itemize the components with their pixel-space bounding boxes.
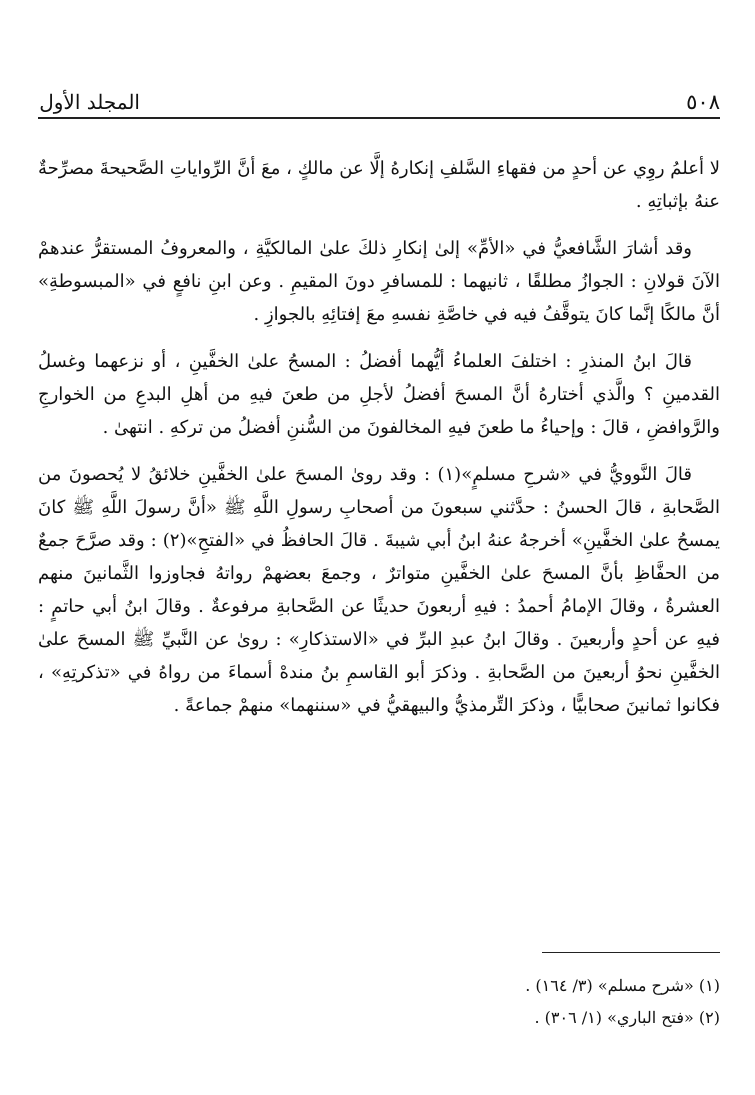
page-number: ٥٠٨: [686, 90, 720, 114]
footnote-1: (١) «شرح مسلم» (٣/ ١٦٤) .: [525, 976, 720, 995]
main-text: [38, 152, 720, 736]
paragraph-2: وقد أشارَ الشَّافعيُّ في «الأمِّ» إلىٰ إنكارِ ذلكَ علىٰ المالكيَّةِ ، والمعروفُ المستقرُّ عندهمْ الآنَ قولانِ : الجوازُ مطلقًا ، ثانيهما : للمسافرِ دونَ المقيمِ . وعن ابنِ نافعٍ في «المبسوطةِ» أنَّ مالكًا إنَّما كانَ يتوقَّفُ فيه في خاصَّةِ نفسهِ معَ إفتائِهِ بالجوازِ .: [38, 238, 720, 325]
page-header: [38, 30, 720, 114]
paragraph-4: قالَ النَّوويُّ في «شرحِ مسلمٍ»(١) : وقد روىٰ المسحَ علىٰ الخفَّينِ خلائقُ لا يُحصونَ من الصَّحابةِ ، قالَ الحسنُ : حدَّثني سبعونَ من أصحابِ رسولِ اللَّهِ ﷺ «أنَّ رسولَ اللَّهِ ﷺ كانَ يمسحُ علىٰ الخفَّينِ» أخرجهُ عنهُ ابنُ أبي شيبةَ . قالَ الحافظُ في «الفتحِ»(٢) : وقد صرَّحَ جمعٌ من الحفَّاظِ بأنَّ المسحَ علىٰ الخفَّينِ متواترٌ ، وجمعَ بعضهمْ رواتهُ فجاوزوا الثَّمانينَ منهم العشرةُ ، وقالَ الإمامُ أحمدُ : فيهِ أربعونَ حديثًا عن الصَّحابةِ مرفوعةٌ . وقالَ ابنُ أبي حاتمٍ : فيهِ عن أحدٍ وأربعينَ . وقالَ ابنُ عبدِ البرِّ في «الاستذكارِ» : روىٰ عن النَّبيِّ ﷺ المسحَ علىٰ الخفَّينِ نحوُ أربعينَ من الصَّحابةِ . وذكرَ أبو القاسمِ بنُ مندهْ أسماءَ من رواهُ في «تذكرتِهِ» ، فكانوا ثمانينَ صحابيًّا ، وذكرَ التِّرمذيُّ والبيهقيُّ في «سننهما» منهمْ جماعةً .: [38, 464, 720, 716]
book-page: [38, 30, 720, 1070]
paragraph-1: لا أعلمُ روِي عن أحدٍ من فقهاءِ السَّلفِ إنكارهُ إلَّا عن مالكٍ ، معَ أنَّ الرِّواياتِ الصَّحيحةَ مصرِّحةٌ عنهُ بإثباتِهِ .: [38, 158, 720, 212]
volume-title: المجلد الأول: [39, 90, 140, 114]
footnote-2: (٢) «فتح الباري» (١/ ٣٠٦) .: [534, 1008, 720, 1027]
footnotes: [38, 970, 720, 1034]
paragraph-3: قالَ ابنُ المنذرِ : اختلفَ العلماءُ أيُّهما أفضلُ : المسحُ علىٰ الخفَّينِ ، أو نزعهما وغسلُ القدمينِ ؟ والَّذي أختارهُ أنَّ المسحَ أفضلُ لأجلِ من طعنَ فيهِ من أهلِ البدعِ من الخوارجِ والرَّوافضِ ، قالَ : وإحياءُ ما طعنَ فيهِ المخالفونَ من السُّننِ أفضلُ من تركهِ . انتهىٰ .: [38, 351, 720, 438]
header-divider: [38, 117, 720, 119]
footnote-divider: [542, 952, 720, 953]
